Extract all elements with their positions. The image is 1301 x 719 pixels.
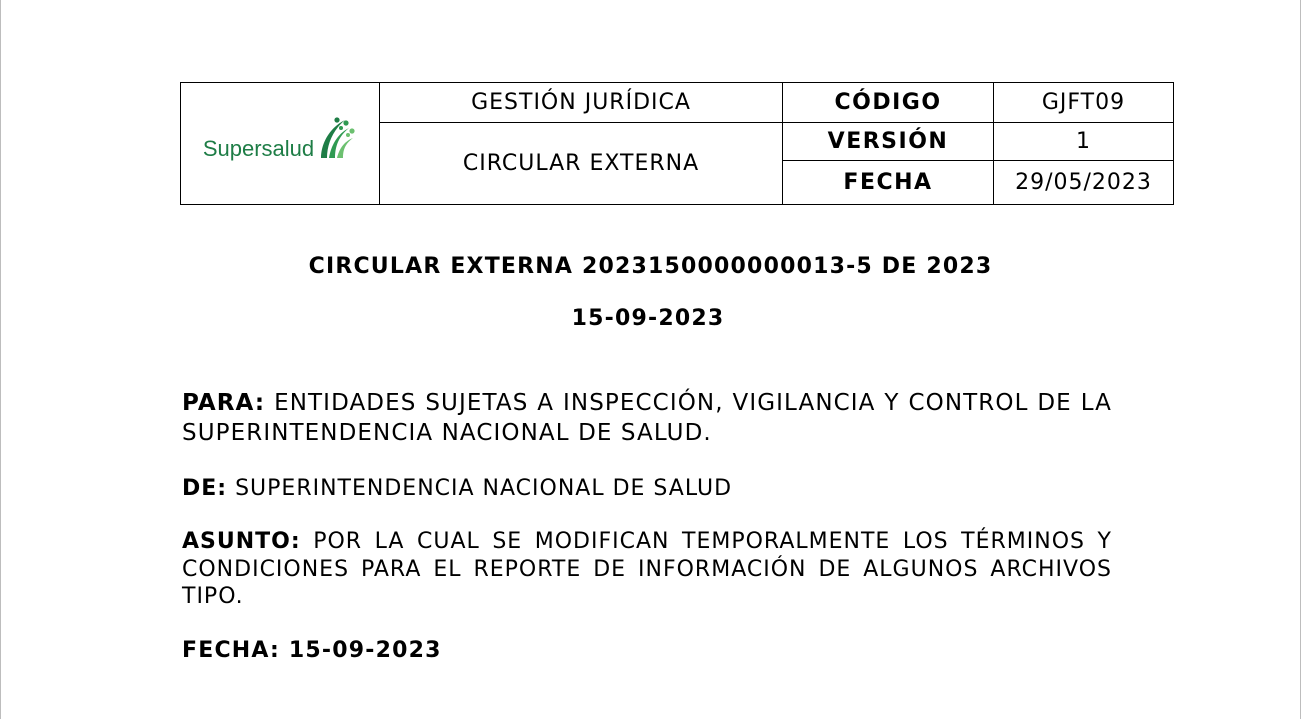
de-value: SUPERINTENDENCIA NACIONAL DE SALUD [235,476,733,501]
asunto-label: ASUNTO: [182,529,301,554]
logo-text: Supersalud [202,135,315,161]
codigo-value: GJFT09 [994,83,1174,123]
document-title: CIRCULAR EXTERNA 2023150000000013-5 DE 2023 [308,254,993,279]
area-cell: GESTIÓN JURÍDICA [380,83,783,123]
fecha-field [182,636,1112,666]
logo-cell [181,83,380,205]
para-field [182,388,1112,448]
version-value: 1 [994,123,1174,161]
de-label: DE: [182,476,228,501]
de-field [182,474,1112,504]
document-header-table [180,82,1174,205]
fecha-label: FECHA [783,161,994,205]
page-border-left [0,0,1,719]
asunto-field [182,528,1112,611]
doc-type-cell: CIRCULAR EXTERNA [380,123,783,205]
fecha-field-value: 15-09-2023 [288,638,442,663]
supersalud-logo [181,120,379,168]
codigo-label: CÓDIGO [783,83,994,123]
document-date: 15-09-2023 [571,306,725,331]
fecha-value: 29/05/2023 [994,161,1174,205]
para-label: PARA: [182,390,266,416]
fecha-field-label: FECHA: [182,638,281,663]
supersalud-logo-icon [315,114,357,168]
para-value: ENTIDADES SUJETAS A INSPECCIÓN, VIGILANCIA Y CONTROL DE LA SUPERINTENDENCIA NACIONAL DE SALUD. [182,390,1112,446]
asunto-value: POR LA CUAL SE MODIFICAN TEMPORALMENTE LOS TÉRMINOS Y CONDICIONES PARA EL REPORTE DE INFORMACIÓN DE ALGUNOS ARCHIVOS TIPO. [182,529,1112,609]
version-label: VERSIÓN [783,123,994,161]
